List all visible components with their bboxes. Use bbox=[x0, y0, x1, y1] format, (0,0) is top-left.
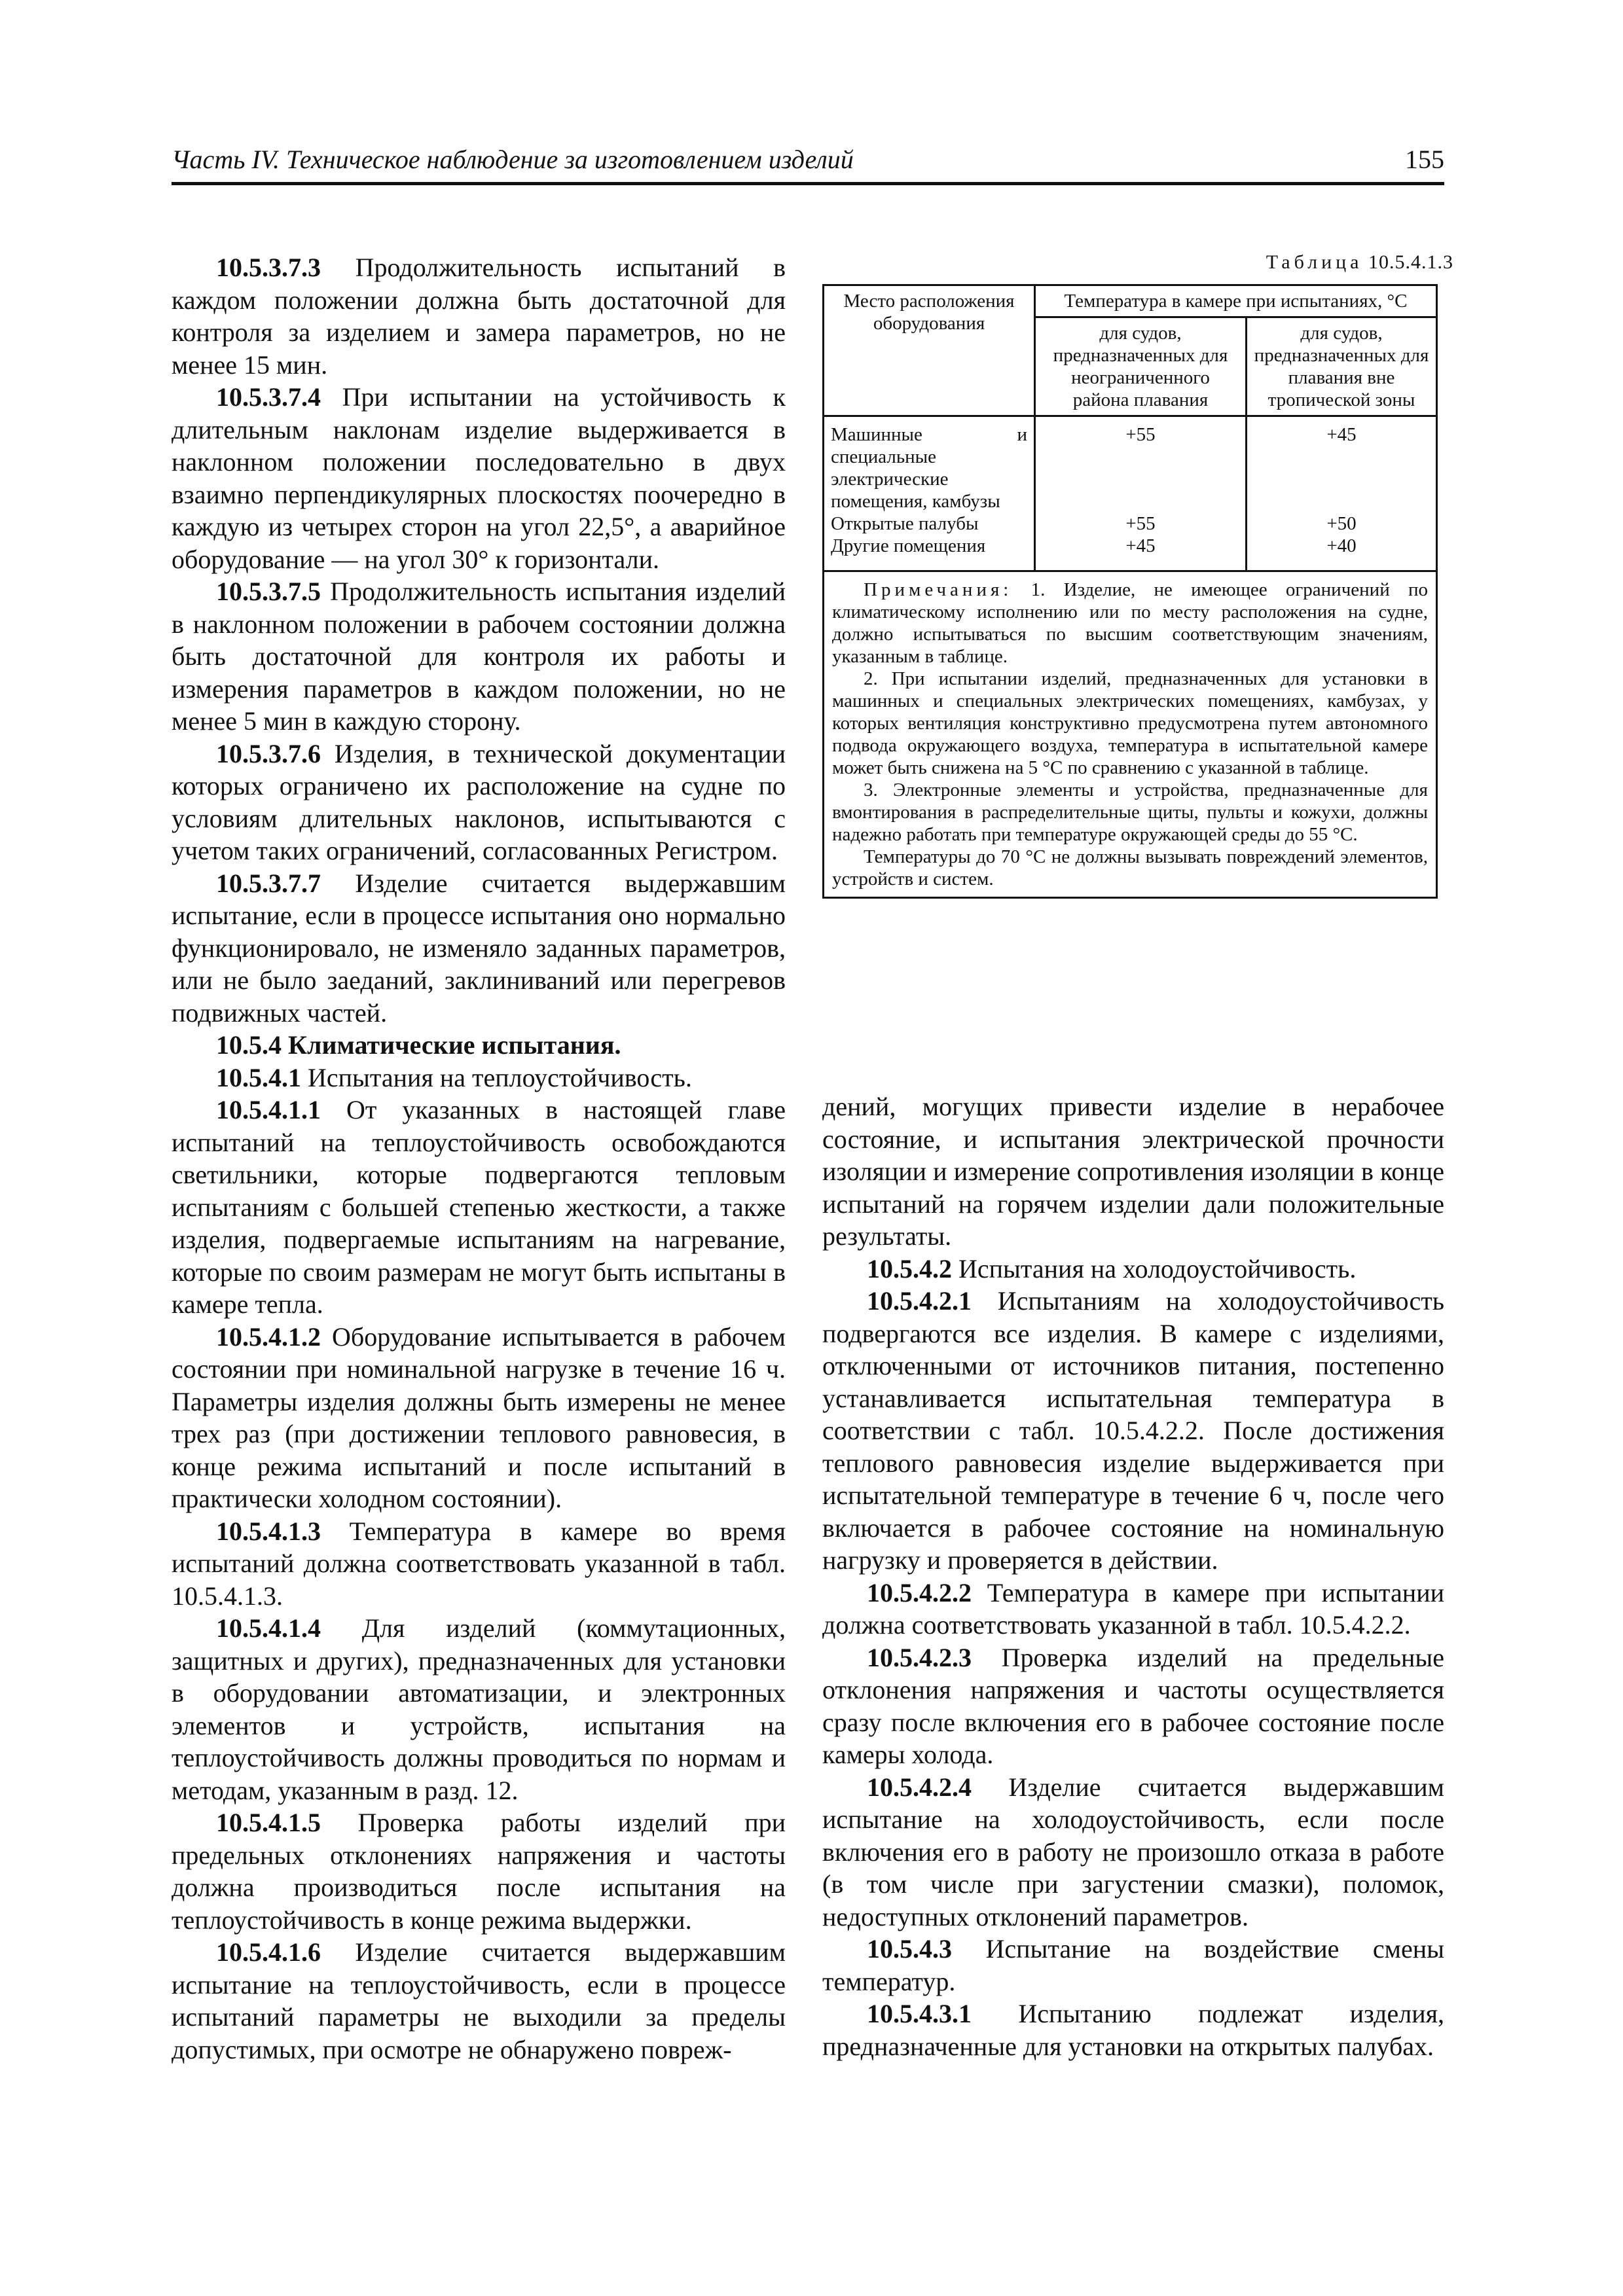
header-non-tropical: для судов, предназначенных для плавания вне тропической зоны bbox=[1247, 317, 1437, 416]
paragraph: 10.5.3.7.7 Изделие считается выдержавшим испытание, если в процессе испытания оно нормально функционировало, не изменяло заданных параметров, или не было заеданий, заклиниваний или перегревов подвижных частей. bbox=[172, 868, 786, 1028]
section-heading: 10.5.4 Климатические испытания. bbox=[216, 1030, 621, 1060]
page-number: 155 bbox=[1405, 145, 1444, 174]
paragraph: 10.5.4.1.6 Изделие считается выдержавшим испытание на теплоустойчивость, если в процессе испытаний параметры не выходили за пределы допустимых, при осмотре не обнаружено повреж- bbox=[172, 1937, 786, 2064]
paragraph: 10.5.4.1.4 Для изделий (коммутационных, защитных и других), предназначенных для установки в оборудовании автоматизации, и электронных элементов и устройств, испытания на теплоустойчивость должны проводиться по нормам и методам, указанным в разд. 12. bbox=[172, 1613, 786, 1805]
paragraph: 10.5.4.2 Испытания на холодоустойчивость. bbox=[867, 1253, 1357, 1283]
paragraph: 10.5.4.3 Испытание на воздействие смены температур. bbox=[822, 1934, 1444, 1996]
paragraph: 10.5.4.1.1 От указанных в настоящей главе испытаний на теплоустойчивость освобождаются светильники, которые подвергаются тепловым испытаниям с большей степенью жесткости, а также изделия, подвергаемые испытаниям на нагревание, которые по своим размерам не могут быть испытаны в камере тепла. bbox=[172, 1095, 786, 1319]
paragraph: 10.5.4.3.1 Испытанию подлежат изделия, предназначенные для установки на открытых палубах. bbox=[822, 1999, 1444, 2061]
header-temperature: Температура в камере при испытаниях, °С bbox=[1035, 285, 1437, 317]
paragraph: 10.5.4.1 Испытания на теплоустойчивость. bbox=[216, 1062, 692, 1092]
paragraph: 10.5.4.1.3 Температура в камере во время испытаний должна соответствовать указанной в табл. 10.5.4.1.3. bbox=[172, 1516, 786, 1611]
paragraph: 10.5.4.2.1 Испытаниям на холодоустойчивость подвергаются все изделия. В камере с изделиями, отключенными от источников питания, постепенно устанавливается испытательная температура в соответствии с табл. 10.5.4.2.2. После достижения теплового равновесия изделие выдерживается при испытательной температуре в течение 6 ч, после чего включается в рабочее состояние на номинальную нагрузку и проверяется в действии. bbox=[822, 1286, 1444, 1575]
header-location: Место расположения оборудования bbox=[824, 285, 1035, 416]
paragraph: 10.5.3.7.3 Продолжительность испытаний в каждом положении должна быть достаточной для контроля за изделием и замера параметров, но не менее 15 мин. bbox=[172, 253, 786, 380]
table-caption: Таблица 10.5.4.1.3 bbox=[1266, 251, 1453, 273]
location-cell: Машинные и специальные электрические помещения, камбузы Открытые палубы Другие помещения bbox=[824, 416, 1035, 571]
paragraph: 10.5.4.1.5 Проверка работы изделий при предельных отклонениях напряжения и частоты должна производиться после испытания на теплоустойчивость в конце режима выдержки. bbox=[172, 1808, 786, 1935]
paragraph: 10.5.4.2.3 Проверка изделий на предельные отклонения напряжения и частоты осуществляется сразу после включения его в рабочее состояние после камеры холода. bbox=[822, 1642, 1444, 1769]
table-notes: Примечания: 1. Изделие, не имеющее ограничений по климатическому исполнению или по месту расположения на судне, должно испытываться по высшим соответствующим значениям, указанным в таблице. 2. При испытании изделий, предназначенных для установки в машинных и специальных электрических помещениях, камбузах, у которых вентиляция конструктивно предусмотрена путем автономного подвода окружающего воздуха, температура в испытательной камере может быть снижена на 5 °С по сравнению с указанной в таблице. 3. Электронные элементы и устройства, предназначенные для вмонтирования в распределительные щиты, пульты и кожухи, должны надежно работать при температуре окружающей среды до 55 °С. Температуры до 70 °С не должны вызывать повреждений элементов, устройств и систем. bbox=[824, 571, 1437, 898]
paragraph: 10.5.4.2.2 Температура в камере при испытании должна соответствовать указанной в табл. 10.5.4.2.2. bbox=[822, 1577, 1444, 1640]
right-column bbox=[822, 1090, 1444, 2062]
paragraph: 10.5.4.2.4 Изделие считается выдержавшим испытание на холодоустойчивость, если после включения его в работу не произошло отказа в работе (в том числе при загустении смазки), поломок, недоступных отклонений параметров. bbox=[822, 1772, 1444, 1931]
header-unlimited: для судов, предназначенных для неограниченного района плавания bbox=[1035, 317, 1247, 416]
left-column bbox=[172, 251, 786, 2066]
paragraph: 10.5.3.7.6 Изделия, в технической документации которых ограничено их расположение на судне по условиям длительных наклонов, испытываются с учетом таких ограничений, согласованных Регистром. bbox=[172, 738, 786, 865]
running-title: Часть IV. Техническое наблюдение за изготовлением изделий bbox=[172, 145, 854, 174]
non-tropical-values: +45 +50 +40 bbox=[1247, 416, 1437, 571]
paragraph: 10.5.3.7.5 Продолжительность испытания изделий в наклонном положении в рабочем состоянии должна быть достаточной для контроля их работы и измерения параметров в каждом положении, но не менее 5 мин в каждую сторону. bbox=[172, 577, 786, 736]
paragraph: дений, могущих привести изделие в нерабочее состояние, и испытания электрической прочности изоляции и измерение сопротивления изоляции в конце испытаний на горячем изделии дали положительные результаты. bbox=[822, 1092, 1444, 1251]
unlimited-values: +55 +55 +45 bbox=[1035, 416, 1247, 571]
temperature-table bbox=[822, 284, 1438, 899]
paragraph: 10.5.4.1.2 Оборудование испытывается в рабочем состоянии при номинальной нагрузке в течение 16 ч. Параметры изделия должны быть измерены не менее трех раз (при достижении теплового равновесия, в конце режима испытаний и после испытаний в практически холодном состоянии). bbox=[172, 1321, 786, 1513]
paragraph: 10.5.3.7.4 При испытании на устойчивость к длительным наклонам изделие выдерживается в наклонном положении последовательно в двух взаимно перпендикулярных плоскостях поочередно в каждую из четырех сторон на угол 22,5°, а аварийное оборудование — на угол 30° к горизонтали. bbox=[172, 382, 786, 574]
page-header bbox=[172, 140, 1444, 185]
